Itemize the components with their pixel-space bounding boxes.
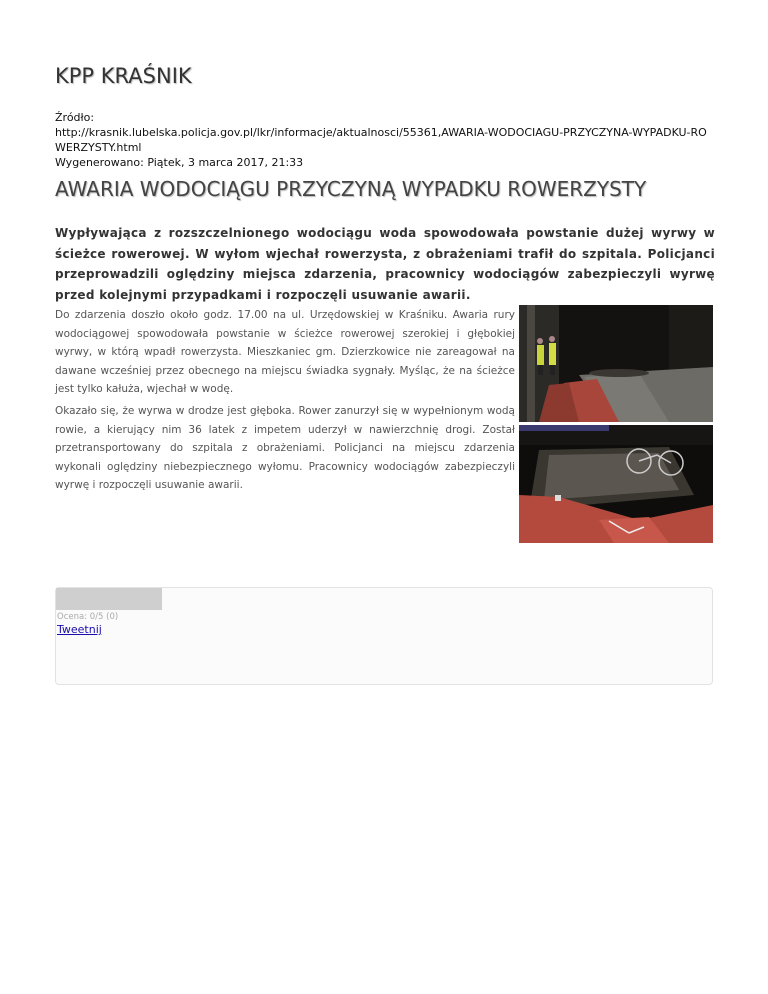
source-url: http://krasnik.lubelska.policja.gov.pl/lkr/informacje/aktualnosci/55361,AWARIA-WODOCIAGU-PRZYCZYNA-WYPADKU-ROWERZYSTY.html (55, 126, 707, 154)
article-photo-1[interactable] (519, 305, 713, 422)
tweet-link[interactable]: Tweetnij (57, 623, 102, 636)
rating-share-box (55, 587, 713, 685)
article-paragraph-1: Do zdarzenia doszło około godz. 17.00 na ul. Urzędowskiej w Kraśniku. Awaria rury wodociągowej spowodowała powstanie w ścieżce rowerowej szerokiej i głębokiej wyrwy, w którą wpadł rowerzysta. Mieszkaniec gm. Dzierzkowice nie zareagował na dawane wcześniej przez obecnego na miejscu świadka sygnały. Myśląc, że na ścieżce jest tylko kałuża, wjechał w wodę. (55, 309, 515, 395)
rating-stars[interactable] (56, 588, 162, 610)
source-label: Źródło: (55, 111, 95, 124)
article-lead: Wypływająca z rozszczelnionego wodociągu woda spowodowała powstanie dużej wyrwy w ścieżce rowerowej. W wyłom wjechał rowerzysta, z obrażeniami trafił do szpitala. Policjanci przeprowadzili oględziny miejsca zdarzenia, pracownicy wodociągów zabezpieczyli wyrwę przed kolejnymi przypadkami i rozpoczęli usuwanie awarii. (55, 226, 715, 302)
article-paragraph-2: Okazało się, że wyrwa w drodze jest głęboka. Rower zanurzył się w wypełnionym wodą rowie, a kierujący nim 36 latek z impetem uderzył w nawierzchnię drogi. Został przetransportowany do szpitala z obrażeniami. Policjanci na miejscu zdarzenia wykonali oględziny niebezpiecznego wyłomu. Pracownicy wodociągów zabezpieczyli wyrwę i rozpoczęli usuwanie awarii. (55, 405, 515, 491)
generated-date: Wygenerowano: Piątek, 3 marca 2017, 21:33 (55, 156, 304, 169)
article-title: AWARIA WODOCIĄGU PRZYCZYNĄ WYPADKU ROWERZYSTY (55, 177, 647, 201)
document-meta (55, 110, 715, 170)
rating-text: Ocena: 0/5 (0) (57, 612, 119, 622)
site-title: KPP KRAŚNIK (55, 64, 192, 88)
article-photo-2[interactable] (519, 425, 713, 543)
